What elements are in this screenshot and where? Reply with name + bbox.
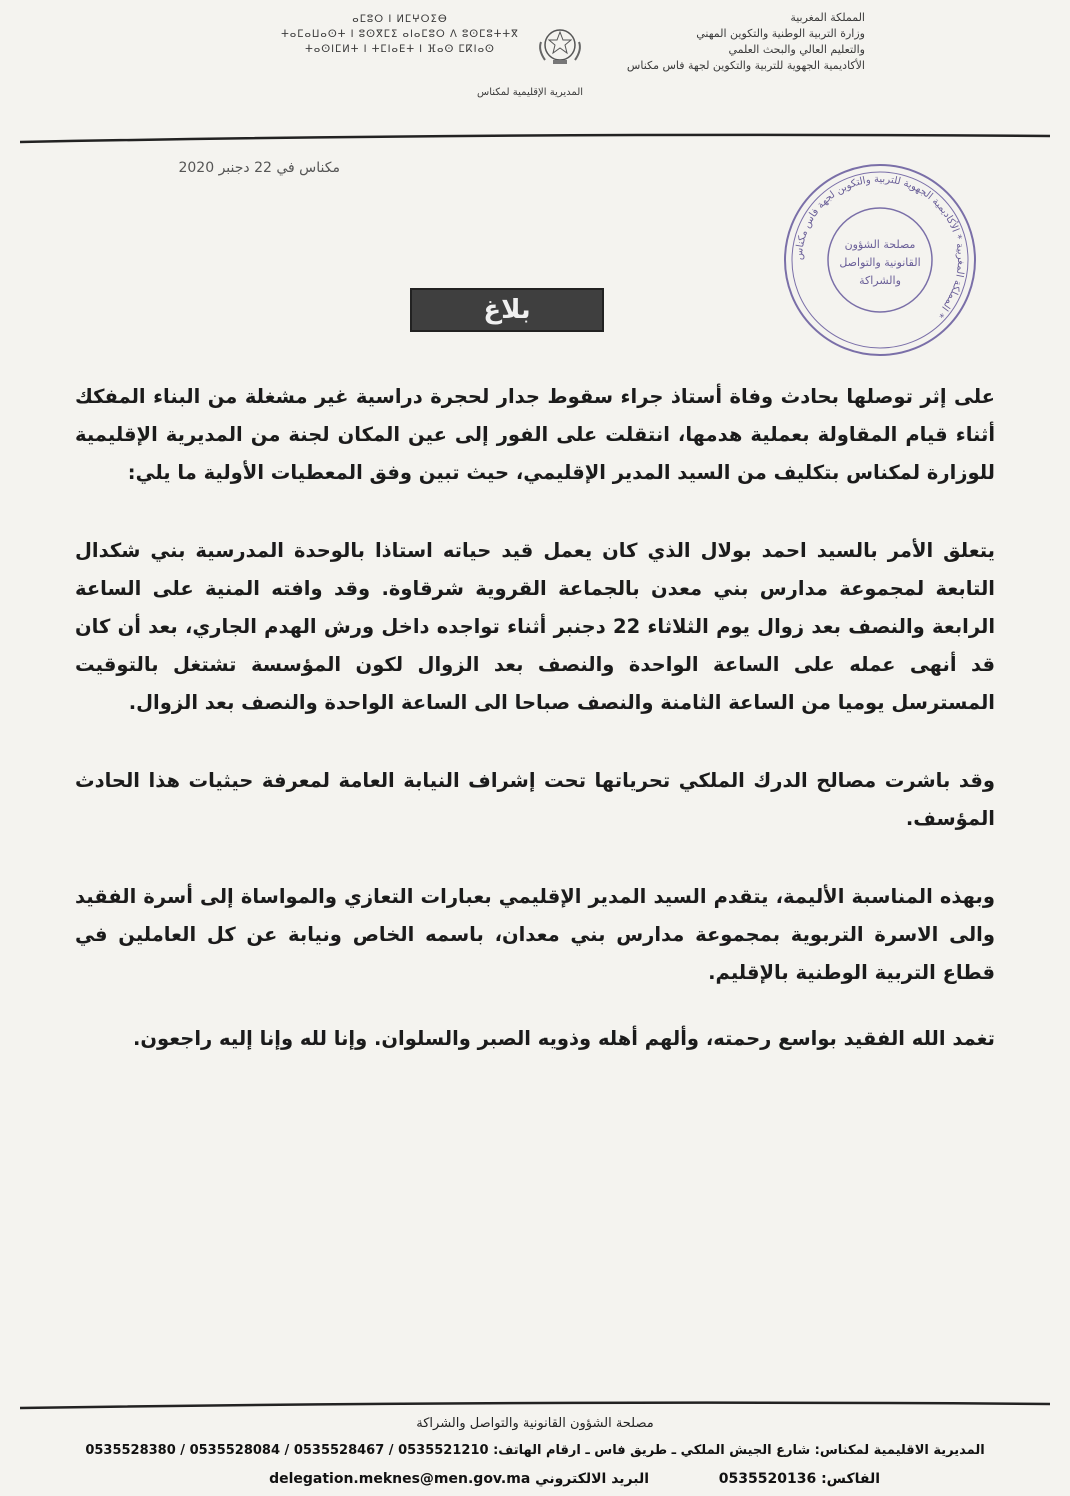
paragraph: يتعلق الأمر بالسيد احمد بولال الذي كان يعمل قيد حياته استاذا بالوحدة المدرسية بني شكدال التابعة لمجموعة مدارس بني معدن بالجماعة القروية شرقاوة. وقد وافته المنية على الساعة الرابعة والنصف بعد زوال يوم الثلاثاء 22 دجنبر أثناء تواجده داخل ورش الهدم الجاري، بعد أن كان قد أنهى عمله على الساعة الواحدة والنصف بعد الزوال لكون المؤسسة تشتغل بالتوقيت المسترسل يوميا من الساعة الثامنة والنصف صباحا الى الساعة الواحدة والنصف بعد الزوال.	[75, 539, 995, 714]
kingdom-emblem-icon	[535, 20, 585, 70]
footer-service-name: مصلحة الشؤون القانونية والتواصل والشراكة	[416, 1416, 654, 1431]
footer-fax: 0535520136	[718, 1471, 817, 1487]
paragraph: وبهذه المناسبة الأليمة، يتقدم السيد المدير الإقليمي بعبارات التعازي والمواساة إلى أسرة الفقيد والى الاسرة التربوية بمجموعة مدارس بني معدان، باسمه الخاص ونيابة عن كل العاملين في قطاع التربية الوطنية بالإقليم.	[75, 885, 995, 984]
letterhead-line: الأكاديمية الجهوية للتربية والتكوين لجهة فاس مكناس	[626, 59, 865, 72]
paragraph: تغمد الله الفقيد بواسع رحمته، وألهم أهله وذويه الصبر والسلوان. وإنا لله وإنا إليه راجعون.	[133, 1027, 995, 1050]
stamp-line: القانونية والتواصل	[839, 256, 921, 269]
header-rule	[20, 128, 1050, 144]
letterhead-arabic-block	[615, 10, 865, 74]
letterhead	[0, 0, 1070, 150]
letterhead-line: ⴰⵎⵓⵔ ⵏ ⵍⵎⵖⵔⵉⴱ	[352, 14, 448, 25]
letterhead-line: وزارة التربية الوطنية والتكوين المهني	[696, 27, 865, 40]
letterhead-tifinagh-block	[270, 12, 530, 57]
directorate-name: المديرية الإقليمية لمكناس	[476, 87, 584, 98]
letterhead-line: المملكة المغربية	[790, 11, 865, 24]
stamp-line: مصلحة الشؤون	[844, 238, 916, 251]
document-title: بلاغ	[410, 288, 604, 332]
footer-email: delegation.meknes@men.gov.ma	[269, 1471, 531, 1487]
stamp-ring-text: المملكة المغربية * الأكاديمية الجهوية للتربية والتكوين لجهة فاس مكناس *	[793, 173, 967, 320]
footer-rule	[20, 1398, 1050, 1412]
footer-email-label: البريد الالكتروني	[535, 1471, 650, 1487]
paragraph: على إثر توصلها بحادث وفاة أستاذ جراء سقوط جدار لحجرة دراسية غير مشغلة من البناء المفكك أثناء قيام المقاولة بعملية هدمها، انتقلت على الفور إلى عين المكان لجنة من المديرية الإقليمية للوزارة لمكناس بتكليف من السيد المدير الإقليمي، حيث تبين وفق المعطيات الأولية ما يلي:	[75, 385, 995, 484]
stamp-line: والشراكة	[859, 274, 901, 287]
footer-address-line	[0, 1443, 1070, 1458]
letter-date: مكناس في 22 دجنبر 2020	[178, 160, 340, 176]
letterhead-line: ⵜⴰⵙⵏⵎⵍⵜ ⵏ ⵜⵎⵏⴰⴹⵜ ⵏ ⴼⴰⵙ ⵎⴽⵏⴰⵙ	[305, 44, 495, 55]
paragraph: وقد باشرت مصالح الدرك الملكي تحرياتها تحت إشراف النيابة العامة لمعرفة حيثيات هذا الحادث المؤسف.	[75, 769, 995, 830]
footer-address: المديرية الاقليمية لمكناس: شارع الجيش الملكي ـ طريق فاس ـ ارقام الهاتف:	[493, 1443, 985, 1458]
footer-fax-label: الفاكس:	[821, 1471, 880, 1487]
official-stamp	[780, 160, 980, 360]
footer-phones: 0535528380 / 0535528084 / 0535528467 / 0535521210	[85, 1443, 489, 1458]
letterhead-line: ⵜⴰⵎⴰⵡⴰⵙⵜ ⵏ ⵓⵙⴳⵎⵉ ⴰⵏⴰⵎⵓⵔ ⴷ ⵓⵙⵎⵓⵜⵜⴳ	[281, 29, 519, 40]
footer-contact-line	[200, 1471, 880, 1487]
letterhead-line: والتعليم العالي والبحث العلمي	[728, 43, 865, 56]
communique-body	[75, 378, 995, 1098]
